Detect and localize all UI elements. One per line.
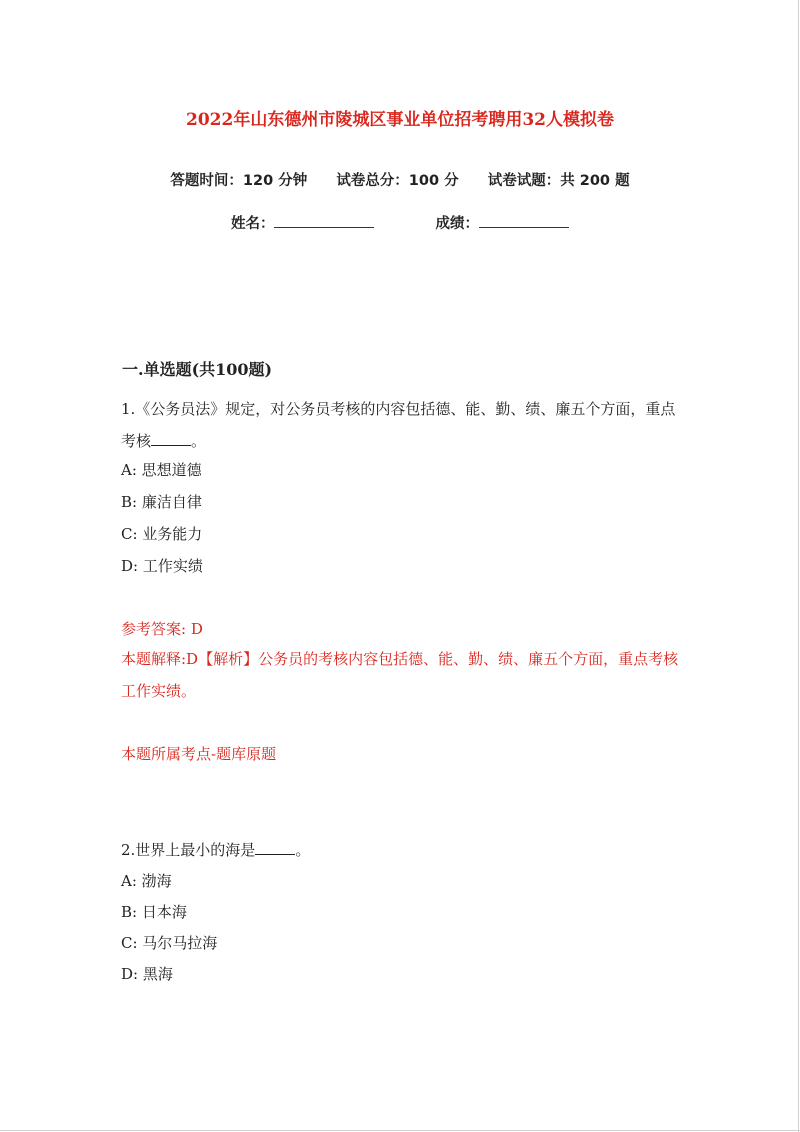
exam-time: 答题时间：120 分钟 [170,173,308,189]
section-heading: 一.单选题(共100题) [122,360,273,379]
score-label: 成绩： [435,216,480,232]
page-border [0,1130,800,1131]
option-a: A: 渤海 [121,872,172,890]
question-stem [121,393,681,457]
topic-source: 本题所属考点-题库原题 [121,745,277,763]
exam-meta [0,169,800,190]
question-text-end: 。 [191,432,207,450]
option-c: C: 马尔马拉海 [121,934,218,952]
option-b: B: 日本海 [121,903,187,921]
answer-blank [151,431,191,446]
question-text-end: 。 [295,841,311,859]
option-d: D: 黑海 [121,965,173,983]
exam-total-score: 试卷总分：100 分 [336,173,459,189]
name-score-row [0,212,800,233]
score-blank [479,213,569,228]
question-stem [121,834,681,866]
question-text: 1.《公务员法》规定，对公务员考核的内容包括德、能、勤、绩、廉五个方面，重点考核 [121,400,676,450]
answer-blank [255,840,295,855]
reference-answer: 参考答案: D [121,620,203,638]
option-c: C: 业务能力 [121,525,203,543]
name-label: 姓名： [230,216,275,232]
page-title: 2022年山东德州市陵城区事业单位招考聘用32人模拟卷 [186,110,614,130]
answer-explanation: 本题解释:D【解析】公务员的考核内容包括德、能、勤、绩、廉五个方面，重点考核工作实绩。 [121,650,679,700]
option-d: D: 工作实绩 [121,557,203,575]
name-blank [274,213,374,228]
question-text: 2.世界上最小的海是 [121,841,256,859]
option-b: B: 廉洁自律 [121,493,202,511]
option-a: A: 思想道德 [121,461,202,479]
exam-question-count: 试卷试题：共 200 题 [487,173,630,189]
